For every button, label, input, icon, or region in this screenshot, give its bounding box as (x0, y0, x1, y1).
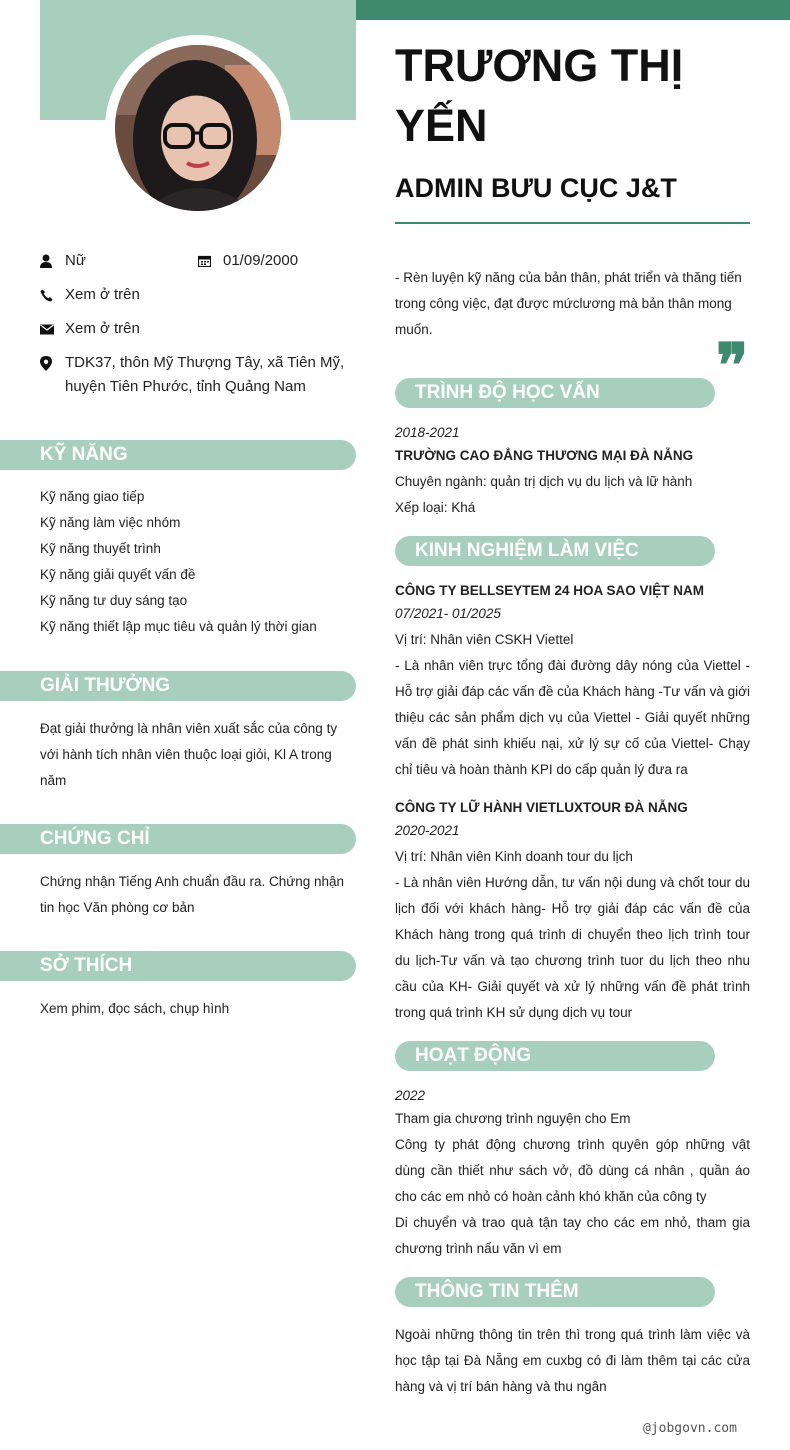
avatar (115, 45, 281, 211)
avatar-photo (115, 45, 281, 211)
job-period: 2020-2021 (395, 823, 460, 838)
list-item: Kỹ năng thiết lập mục tiêu và quản lý thời gian (40, 619, 317, 634)
list-item: Kỹ năng làm việc nhóm (40, 515, 181, 530)
job-position: Vị trí: Nhân viên CSKH Viettel (395, 632, 574, 647)
additional-heading: THÔNG TIN THÊM (395, 1277, 715, 1307)
contact-email (40, 317, 140, 341)
contact-gender (40, 249, 86, 273)
list-item: Kỹ năng tư duy sáng tạo (40, 593, 188, 608)
email-icon (40, 317, 65, 341)
list-item: Kỹ năng thuyết trình (40, 541, 161, 556)
education-major: Chuyên ngành: quản trị dịch vụ du lịch và lữ hành (395, 474, 693, 489)
calendar-icon (198, 249, 223, 273)
experience-heading: KINH NGHIỆM LÀM VIỆC (395, 536, 715, 566)
hobbies-heading: SỞ THÍCH (0, 951, 356, 981)
activity-description: Công ty phát động chương trình quyên góp những vật dùng cần thiết như sách vở, đồ dùng cá nhân , quần áo cho các em nhỏ có hoàn cảnh khó khăn của công ty (395, 1137, 750, 1204)
contact-dob (198, 249, 298, 273)
email-value: Xem ở trên (65, 320, 140, 337)
job-description: - Là nhân viên trực tổng đài đường dây nóng của Viettel - Hỗ trợ giải đáp các vấn đề của Khách hàng -Tư vấn và giới thiệu các sản phẩm dịch vụ của Viettel - Giải quyết những vấn đề phát sinh khiếu nại, xử lý sự cố của Viettel- Chạy chỉ tiêu và hoàn thành KPI do cấp quản lý đưa ra (395, 658, 750, 777)
education-grade: Xếp loại: Khá (395, 500, 476, 515)
activity-description-2: Di chuyển và trao quà tận tay cho các em nhỏ, tham gia chương trình nấu văn vì em (395, 1215, 750, 1256)
candidate-role: ADMIN BƯU CỤC J&T (395, 173, 677, 203)
dob-value: 01/09/2000 (223, 252, 299, 269)
activities-heading: HOẠT ĐỘNG (395, 1041, 715, 1071)
person-icon (40, 249, 65, 273)
job-company: CÔNG TY BELLSEYTEM 24 HOA SAO VIỆT NAM (395, 583, 705, 598)
job-company: CÔNG TY LỮ HÀNH VIETLUXTOUR ĐÀ NẴNG (395, 800, 688, 815)
phone-value: Xem ở trên (65, 286, 140, 303)
phone-icon (40, 283, 65, 307)
activity-name: Tham gia chương trình nguyện cho Em (395, 1111, 631, 1126)
list-item: Kỹ năng giải quyết vấn đề (40, 567, 196, 582)
footer-brand: @jobgovn.com (643, 1421, 737, 1436)
awards-text: Đạt giải thưởng là nhân viên xuất sắc của công ty với hành tích nhân viên thuộc loại giỏi, Kl A trong năm (40, 721, 338, 788)
gender-value: Nữ (65, 252, 86, 269)
address-value: TDK37, thôn Mỹ Thượng Tây, xã Tiên Mỹ, huyện Tiên Phước, tỉnh Quảng Nam (65, 354, 345, 395)
top-accent-bar (356, 0, 790, 20)
education-school: TRƯỜNG CAO ĐẲNG THƯƠNG MẠI ĐÀ NẴNG (395, 448, 694, 463)
avatar-frame (105, 35, 291, 221)
quote-icon: ❞ (716, 331, 749, 401)
location-pin-icon (40, 351, 65, 375)
job-description: - Là nhân viên Hướng dẫn, tư vấn nội dung và chốt tour du lịch đối với khách hàng- Hỗ trợ giải đáp các vấn đề của Khách hàng trong quá trình di chuyển theo lịch trình tour du lịch-Tư vấn và tạo chương trình tuor du lịch theo nhu cầu của KH- Giải quyết và xử lý những vấn đề phát trình trong quá trình KH sử dụng dịch vụ tour (395, 875, 750, 1020)
certificates-heading: CHỨNG CHỈ (0, 824, 356, 854)
activity-year: 2022 (395, 1088, 426, 1103)
job-period: 07/2021- 01/2025 (395, 606, 501, 621)
hobbies-text: Xem phim, đọc sách, chụp hình (40, 1001, 230, 1016)
skills-list (40, 484, 356, 640)
list-item: Kỹ năng giao tiếp (40, 489, 145, 504)
certificates-text: Chứng nhận Tiếng Anh chuẩn đầu ra. Chứng nhận tin học Văn phòng cơ bản (40, 874, 345, 915)
awards-heading: GIẢI THƯỞNG (0, 671, 356, 701)
skills-heading: KỸ NĂNG (0, 440, 356, 470)
candidate-name: TRƯƠNG THỊ YẾN (395, 40, 684, 151)
contact-phone (40, 283, 140, 307)
education-period: 2018-2021 (395, 425, 460, 440)
job-position: Vị trí: Nhân viên Kinh doanh tour du lịch (395, 849, 633, 864)
additional-text: Ngoài những thông tin trên thì trong quá trình làm việc và học tập tại Đà Nẵng em cuxbg có đi làm thêm tại các cửa hàng và vị trí bán hàng và thu ngân (395, 1327, 750, 1394)
contact-address (40, 351, 356, 399)
education-heading: TRÌNH ĐỘ HỌC VẤN (395, 378, 715, 408)
header-divider (395, 222, 750, 224)
objective-text: - Rèn luyện kỹ năng của bản thân, phát triển và thăng tiến trong công việc, đạt được mứclương mà bản thân mong muốn. (395, 270, 742, 337)
